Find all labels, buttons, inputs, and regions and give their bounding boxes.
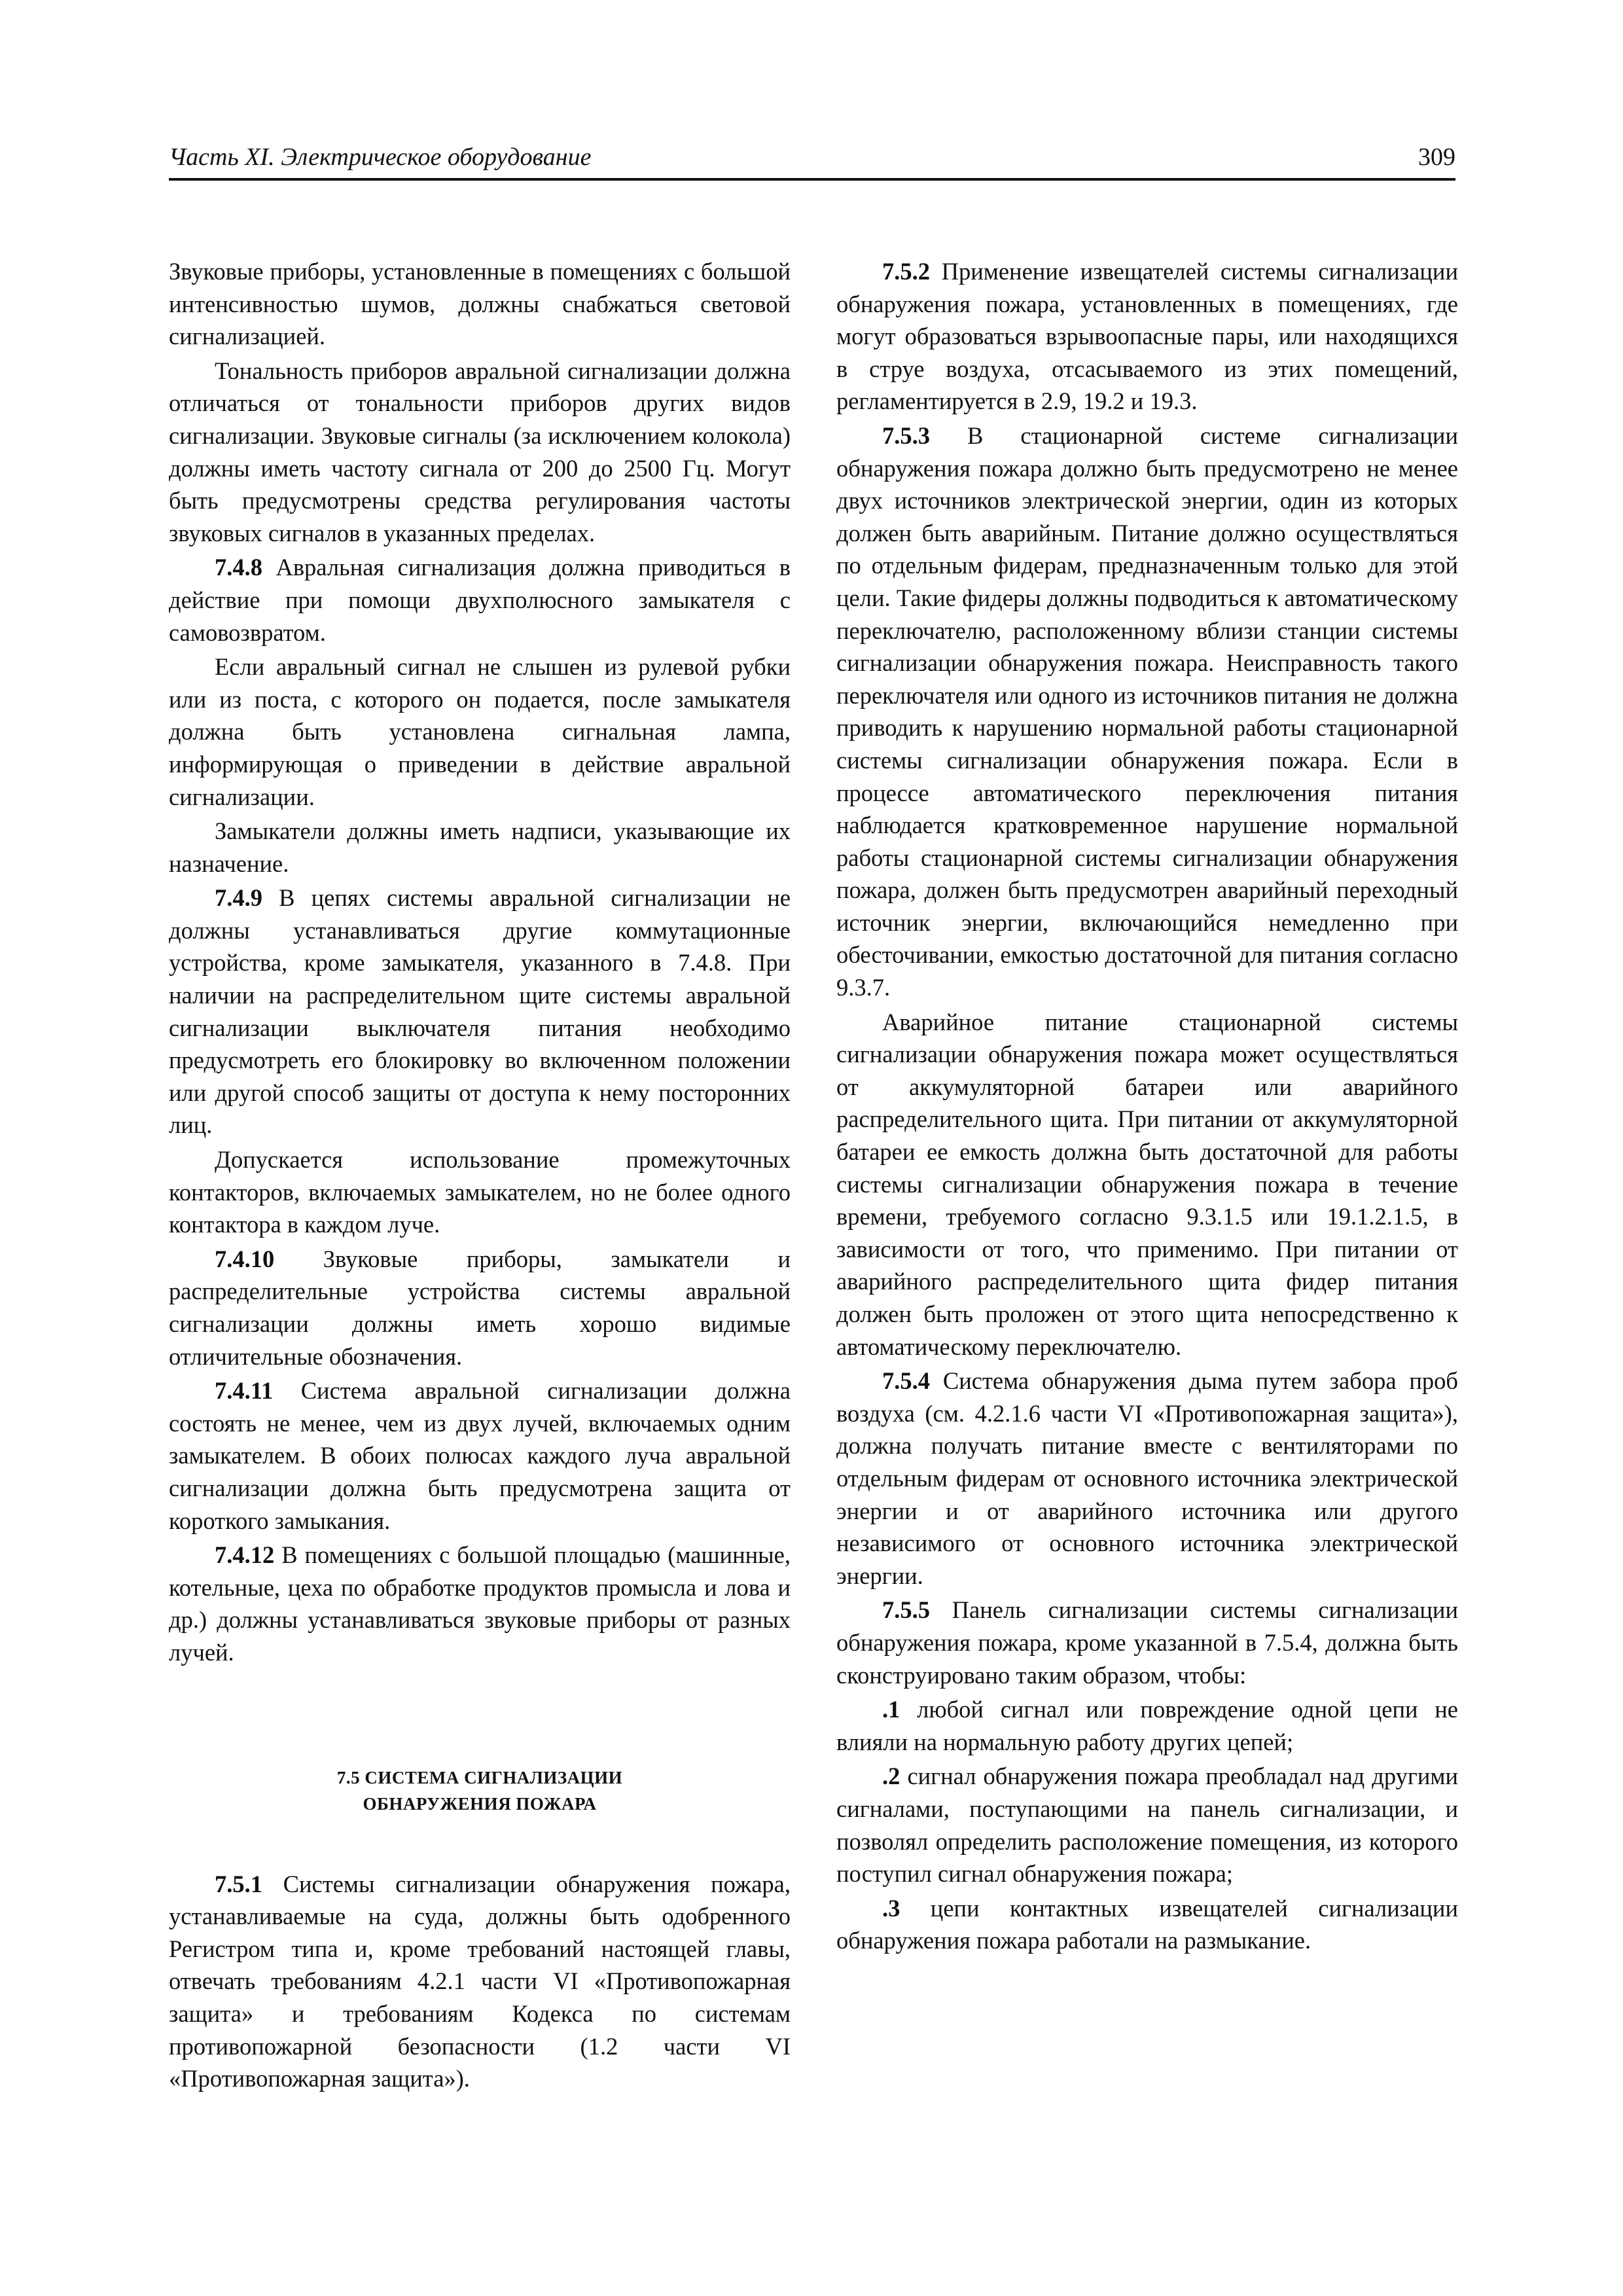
list-item: .3 цепи контактных извещателей сигнализации обнаружения пожара работали на размыкание. — [836, 1894, 1458, 1954]
paragraph: Звуковые приборы, установленные в помещениях с большой интенсивностью шумов, должны снабжаться световой сигнализацией. — [169, 258, 791, 350]
clause-7-4-11: 7.4.11 Система авральной сигнализации должна состоять не менее, чем из двух лучей, включаемых одним замыкателем. В обоих полюсах каждого луча авральной сигнализации должна быть предусмотрена защита от короткого замыкания. — [169, 1377, 791, 1534]
clause-number: 7.4.11 — [215, 1377, 274, 1405]
paragraph: Замыкатели должны иметь надписи, указывающие их назначение. — [169, 817, 791, 877]
clause-number: 7.5.4 — [882, 1367, 930, 1395]
section-heading: 7.5 СИСТЕМА СИГНАЛИЗАЦИИ ОБНАРУЖЕНИЯ ПОЖАРА — [336, 1767, 623, 1814]
clause-7-5-1: 7.5.1 Системы сигнализации обнаружения пожара, устанавливаемые на суда, должны быть одобренного Регистром типа и, кроме требований настоящей главы, отвечать требованиям 4.2.1 части VI «Противопожарная защита» и требованиям Кодекса по системам противопожарной безопасности (1.2 части VI «Противопожарная защита»). — [169, 1870, 791, 2092]
list-item: .1 любой сигнал или повреждение одной цепи не влияли на нормальную работу других цепей; — [836, 1696, 1458, 1755]
clause-number: 7.4.8 — [215, 554, 262, 581]
clause-7-5-5: 7.5.5 Панель сигнализации системы сигнализации обнаружения пожара, кроме указанной в 7.5.4, должна быть сконструировано таким образом, чтобы: — [836, 1596, 1458, 1689]
right-column — [836, 255, 1458, 1959]
clause-number: 7.5.5 — [882, 1596, 930, 1624]
paragraph: Тональность приборов авральной сигнализации должна отличаться от тональности приборов других видов сигнализации. Звуковые сигналы (за исключением колокола) должны иметь частоту сигнала от 200 до 2500 Гц. Могут быть предусмотрены средства регулирования частоты звуковых сигналов в указанных пределах. — [169, 357, 791, 547]
clause-7-5-3: 7.5.3 В стационарной системе сигнализации обнаружения пожара должно быть предусмотрено не менее двух источников электрической энергии, один из которых должен быть аварийным. Питание должно осуществляться по отдельным фидерам, предназначенным только для этой цели. Такие фидеры должны подводиться к автоматическому переключателю, расположенному вблизи станции системы сигнализации обнаружения пожара. Неисправность такого переключателя или одного из источников питания не должна приводить к нарушению нормальной работы стационарной системы сигнализации обнаружения пожара. Если в процессе автоматического переключения питания наблюдается кратковременное нарушение нормальной работы стационарной системы сигнализации обнаружения пожара, должен быть предусмотрен аварийный переходный источник энергии, включающийся немедленно при обесточивании, емкостью достаточной для питания согласно 9.3.7. — [836, 422, 1458, 1001]
clause-7-4-10: 7.4.10 Звуковые приборы, замыкатели и распределительные устройства системы авральной сигнализации должны иметь хорошо видимые отличительные обозначения. — [169, 1245, 791, 1370]
clause-number: 7.4.9 — [215, 884, 262, 912]
clause-7-4-9: 7.4.9 В цепях системы авральной сигнализации не должны устанавливаться другие коммутационные устройства, кроме замыкателя, указанного в 7.4.8. При наличии на распределительном щите системы авральной сигнализации выключателя питания необходимо предусмотреть его блокировку во включенном положении или другой способ защиты от доступа к нему посторонних лиц. — [169, 884, 791, 1139]
list-item: .2 сигнал обнаружения пожара преобладал над другими сигналами, поступающими на панель сигнализации, и позволял определить расположение помещения, из которого поступил сигнал обнаружения пожара; — [836, 1763, 1458, 1888]
paragraph: Аварийное питание стационарной системы сигнализации обнаружения пожара может осуществляться от аккумуляторной батареи или аварийного распределительного щита. При питании от аккумуляторной батареи ее емкость должна быть достаточной для работы системы сигнализации обнаружения пожара в течение времени, требуемого согласно 9.3.1.5 или 19.1.2.1.5, в зависимости от того, что применимо. При питании от аварийного распределительного щита фидер питания должен быть проложен от этого щита непосредственно к автоматическому переключателю. — [836, 1008, 1458, 1360]
paragraph: Если авральный сигнал не слышен из рулевой рубки или из поста, с которого он подается, после замыкателя должна быть установлена сигнальная лампа, информирующая о приведении в действие авральной сигнализации. — [169, 653, 791, 810]
left-column — [169, 255, 791, 2097]
running-title: Часть XI. Электрическое оборудование — [169, 143, 592, 171]
clause-7-4-8: 7.4.8 Авральная сигнализация должна приводиться в действие при помощи двухполюсного замыкателя с самовозвратом. — [169, 554, 791, 646]
list-number: .1 — [882, 1696, 901, 1723]
list-number: .3 — [882, 1894, 901, 1922]
clause-7-5-4: 7.5.4 Система обнаружения дыма путем забора проб воздуха (см. 4.2.1.6 части VI «Противопожарная защита»), должна получать питание вместе с вентиляторами по отдельным фидерам от основного источника электрической энергии и от аварийного источника или другого независимого от основного источника электрической энергии. — [836, 1367, 1458, 1589]
clause-number: 7.4.12 — [215, 1541, 275, 1569]
clause-number: 7.5.1 — [215, 1870, 262, 1897]
page-header — [169, 139, 1455, 181]
clause-number: 7.4.10 — [215, 1245, 275, 1272]
clause-7-4-12: 7.4.12 В помещениях с большой площадью (машинные, котельные, цеха по обработке продуктов промысла и лова и др.) должны устанавливаться звуковые приборы от разных лучей. — [169, 1541, 791, 1666]
clause-7-5-2: 7.5.2 Применение извещателей системы сигнализации обнаружения пожара, установленных в помещениях, где могут образоваться взрывоопасные пары, или находящихся в струе воздуха, отсасываемого из этих помещений, регламентируется в 2.9, 19.2 и 19.3. — [836, 258, 1458, 415]
clause-number: 7.5.3 — [882, 422, 930, 449]
paragraph: Допускается использование промежуточных контакторов, включаемых замыкателем, но не более одного контактора в каждом луче. — [169, 1146, 791, 1238]
clause-number: 7.5.2 — [882, 258, 930, 285]
page-number: 309 — [1418, 143, 1455, 171]
list-number: .2 — [882, 1763, 901, 1790]
